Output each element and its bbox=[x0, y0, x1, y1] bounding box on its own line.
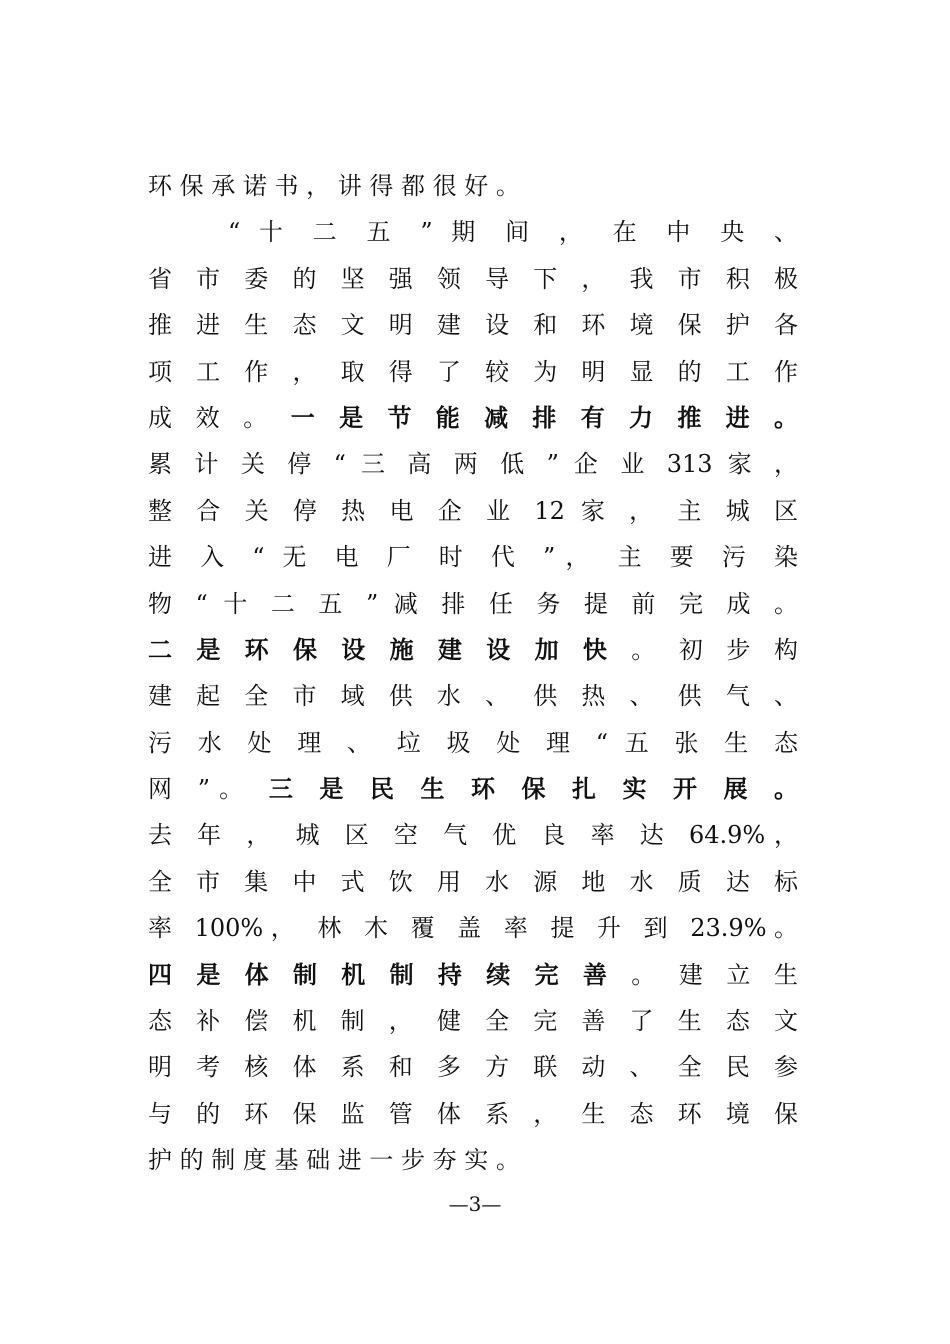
text-line bbox=[148, 302, 798, 348]
text-line bbox=[148, 256, 798, 302]
text-segment: 全 市 集 中 式 饮 用 水 源 地 水 质 达 标 bbox=[148, 867, 798, 896]
text-line bbox=[148, 627, 798, 673]
text-segment: 进 入 “ 无 电 厂 时 代 ”， 主 要 污 染 bbox=[148, 543, 798, 572]
text-segment: 。 初 步 构 bbox=[631, 635, 799, 664]
text-line bbox=[148, 1137, 798, 1183]
text-segment: 。 建 立 生 bbox=[631, 960, 799, 989]
text-line bbox=[148, 209, 798, 255]
text-line bbox=[148, 395, 798, 441]
text-line bbox=[148, 488, 798, 534]
text-line bbox=[148, 441, 798, 487]
bold-heading-segment: 一 是 节 能 减 排 有 力 推 进 。 bbox=[290, 403, 799, 432]
text-segment: 省 市 委 的 坚 强 领 导 下 ， 我 市 积 极 bbox=[148, 264, 798, 293]
text-line bbox=[148, 720, 798, 766]
text-segment: 整 合 关 停 热 电 企 业 12 家 ， 主 城 区 bbox=[148, 496, 798, 525]
text-segment: 建 起 全 市 域 供 水 、 供 热 、 供 气 、 bbox=[148, 682, 798, 711]
text-line bbox=[148, 952, 798, 998]
text-segment: 累 计 关 停 “ 三 高 两 低 ” 企 业 313 家 ， bbox=[148, 450, 798, 479]
text-segment: “ 十 二 五 ” 期 间 ， 在 中 央 、 bbox=[228, 218, 798, 247]
text-segment: 网 ”。 bbox=[148, 775, 269, 804]
text-segment: 环 保 承 诺 书 ， 讲 得 都 很 好 。 bbox=[148, 172, 520, 200]
text-line bbox=[148, 673, 798, 719]
text-segment: 态 补 偿 机 制 ， 健 全 完 善 了 生 态 文 bbox=[148, 1007, 798, 1036]
text-segment: 污 水 处 理 、 垃 圾 处 理 “ 五 张 生 态 bbox=[148, 728, 798, 757]
text-line bbox=[148, 998, 798, 1044]
text-segment: 成 效 。 bbox=[148, 403, 291, 432]
text-line bbox=[148, 1044, 798, 1090]
text-line bbox=[148, 812, 798, 858]
text-line bbox=[148, 163, 798, 209]
text-line bbox=[148, 905, 798, 951]
text-line bbox=[148, 1091, 798, 1137]
text-segment: 与 的 环 保 监 管 体 系 ， 生 态 环 境 保 bbox=[148, 1099, 798, 1128]
text-line bbox=[148, 859, 798, 905]
text-segment: 率 100%， 林 木 覆 盖 率 提 升 到 23.9%。 bbox=[148, 914, 798, 943]
bold-heading-segment: 三 是 民 生 环 保 扎 实 开 展 。 bbox=[268, 775, 799, 804]
bold-heading-segment: 二 是 环 保 设 施 建 设 加 快 bbox=[148, 635, 632, 664]
text-segment: 明 考 核 体 系 和 多 方 联 动 、 全 民 参 bbox=[148, 1053, 798, 1082]
text-segment: 项 工 作 ， 取 得 了 较 为 明 显 的 工 作 bbox=[148, 357, 798, 386]
text-line bbox=[148, 581, 798, 627]
text-line bbox=[148, 349, 798, 395]
body-text bbox=[148, 163, 798, 1184]
text-segment: 物 “ 十 二 五 ” 减 排 任 务 提 前 完 成 。 bbox=[148, 589, 798, 618]
text-segment: 去 年 ， 城 区 空 气 优 良 率 达 64.9%， bbox=[148, 821, 798, 850]
page-number: —3— bbox=[448, 1192, 502, 1216]
text-line bbox=[148, 766, 798, 812]
text-segment: 推 进 生 态 文 明 建 设 和 环 境 保 护 各 bbox=[148, 311, 798, 340]
text-line bbox=[148, 534, 798, 580]
text-segment: 护 的 制 度 基 础 进 一 步 夯 实 。 bbox=[148, 1146, 520, 1175]
bold-heading-segment: 四 是 体 制 机 制 持 续 完 善 bbox=[148, 960, 632, 989]
